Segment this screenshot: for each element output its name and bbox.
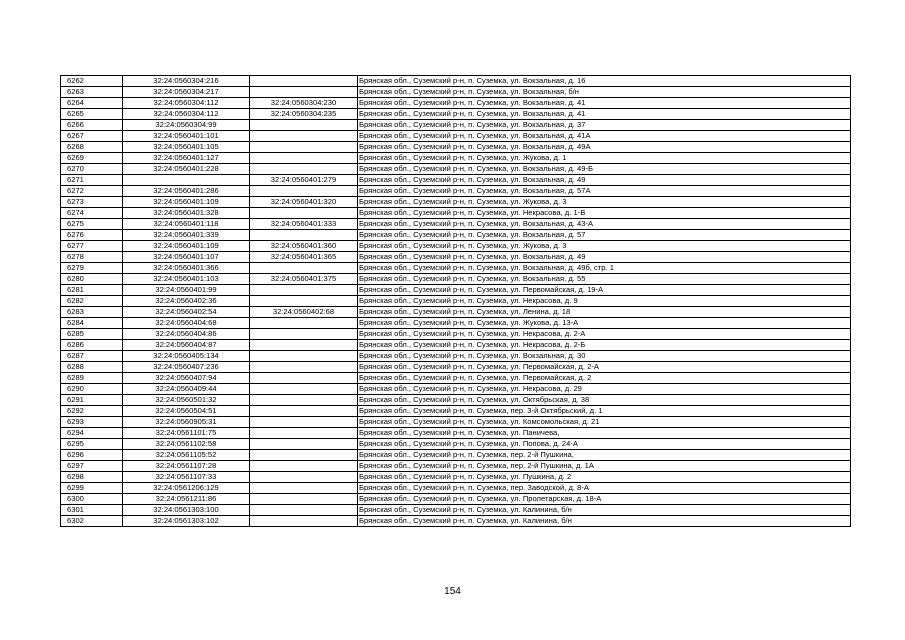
cadastral-number-cell: 32:24:0560401:118 [123,219,250,230]
row-number-cell: 6299 [61,483,123,494]
cadastral-number-cell: 32:24:0560404:86 [123,329,250,340]
table-row [61,351,851,362]
related-cadastral-number-cell [250,263,358,274]
row-number-cell: 6280 [61,274,123,285]
address-cell: Брянская обл., Суземский р-н, п. Суземка, ул. Вокзальная, д. 49 [358,175,851,186]
related-cadastral-number-cell [250,186,358,197]
table-row [61,340,851,351]
address-cell: Брянская обл., Суземский р-н, п. Суземка, ул. Вокзальная, д. 41 [358,98,851,109]
related-cadastral-number-cell [250,516,358,527]
cadastral-number-cell: 32:24:0560501:32 [123,395,250,406]
cadastral-number-cell: 32:24:0560304:99 [123,120,250,131]
row-number-cell: 6266 [61,120,123,131]
table-row [61,131,851,142]
row-number-cell: 6286 [61,340,123,351]
cadastral-number-cell: 32:24:0560304:217 [123,87,250,98]
related-cadastral-number-cell [250,417,358,428]
row-number-cell: 6302 [61,516,123,527]
related-cadastral-number-cell [250,142,358,153]
address-cell: Брянская обл., Суземский р-н, п. Суземка, ул. Вокзальная, д. 49б, стр. 1 [358,263,851,274]
cadastral-number-cell: 32:24:0560401:109 [123,241,250,252]
related-cadastral-number-cell [250,131,358,142]
row-number-cell: 6294 [61,428,123,439]
row-number-cell: 6268 [61,142,123,153]
row-number-cell: 6291 [61,395,123,406]
related-cadastral-number-cell [250,351,358,362]
table-row [61,186,851,197]
address-cell: Брянская обл., Суземский р-н, п. Суземка, ул. Вокзальная, д. 30 [358,351,851,362]
table-row [61,109,851,120]
row-number-cell: 6269 [61,153,123,164]
address-cell: Брянская обл., Суземский р-н, п. Суземка, ул. Вокзальная, б/н [358,87,851,98]
cadastral-number-cell: 32:24:0560405:134 [123,351,250,362]
row-number-cell: 6275 [61,219,123,230]
address-cell: Брянская обл., Суземский р-н, п. Суземка, ул. Жукова, д. 1 [358,153,851,164]
address-cell: Брянская обл., Суземский р-н, п. Суземка, ул. Пролетарская, д. 18-А [358,494,851,505]
table-row [61,461,851,472]
row-number-cell: 6281 [61,285,123,296]
related-cadastral-number-cell [250,494,358,505]
cadastral-number-cell: 32:24:0560407:94 [123,373,250,384]
address-cell: Брянская обл., Суземский р-н, п. Суземка, ул. Попова, д. 24-А [358,439,851,450]
related-cadastral-number-cell [250,164,358,175]
address-cell: Брянская обл., Суземский р-н, п. Суземка, ул. Вокзальная, д. 41 [358,109,851,120]
table-row [61,362,851,373]
row-number-cell: 6277 [61,241,123,252]
row-number-cell: 6265 [61,109,123,120]
row-number-cell: 6284 [61,318,123,329]
related-cadastral-number-cell [250,208,358,219]
row-number-cell: 6270 [61,164,123,175]
cadastral-number-cell: 32:24:0560401:105 [123,142,250,153]
related-cadastral-number-cell [250,285,358,296]
table-row [61,120,851,131]
cadastral-number-cell: 32:24:0560504:51 [123,406,250,417]
cadastral-number-cell: 32:24:0561303:102 [123,516,250,527]
cadastral-number-cell: 32:24:0560401:107 [123,252,250,263]
cadastral-number-cell: 32:24:0560404:68 [123,318,250,329]
row-number-cell: 6290 [61,384,123,395]
cadastral-number-cell: 32:24:0560905:31 [123,417,250,428]
related-cadastral-number-cell: 32:24:0560401:320 [250,197,358,208]
cadastral-number-cell: 32:24:0560409:44 [123,384,250,395]
related-cadastral-number-cell [250,76,358,87]
cadastral-number-cell: 32:24:0560304:216 [123,76,250,87]
address-cell: Брянская обл., Суземский р-н, п. Суземка, ул. Пушкина, д. 2 [358,472,851,483]
related-cadastral-number-cell: 32:24:0560401:333 [250,219,358,230]
table-row [61,197,851,208]
related-cadastral-number-cell [250,230,358,241]
table-row [61,252,851,263]
address-cell: Брянская обл., Суземский р-н, п. Суземка, ул. Некрасова, д. 29 [358,384,851,395]
table-row [61,384,851,395]
row-number-cell: 6289 [61,373,123,384]
related-cadastral-number-cell [250,373,358,384]
table-row [61,241,851,252]
table-row [61,472,851,483]
related-cadastral-number-cell [250,450,358,461]
address-cell: Брянская обл., Суземский р-н, п. Суземка, ул. Вокзальная, д. 43-А [358,219,851,230]
row-number-cell: 6274 [61,208,123,219]
row-number-cell: 6292 [61,406,123,417]
address-cell: Брянская обл., Суземский р-н, п. Суземка, ул. Вокзальная, д. 16 [358,76,851,87]
table-row [61,285,851,296]
table-row [61,296,851,307]
cadastral-number-cell: 32:24:0560401:103 [123,274,250,285]
related-cadastral-number-cell [250,384,358,395]
row-number-cell: 6287 [61,351,123,362]
cadastral-number-cell: 32:24:0560404:87 [123,340,250,351]
table-row [61,494,851,505]
address-cell: Брянская обл., Суземский р-н, п. Суземка, ул. Вокзальная, д. 49-Б [358,164,851,175]
row-number-cell: 6285 [61,329,123,340]
table-row [61,406,851,417]
address-cell: Брянская обл., Суземский р-н, п. Суземка, ул. Октябрьская, д. 38 [358,395,851,406]
related-cadastral-number-cell [250,428,358,439]
table-row [61,516,851,527]
address-cell: Брянская обл., Суземский р-н, п. Суземка, ул. Вокзальная, д. 49 [358,252,851,263]
cadastral-number-cell: 32:24:0561107:33 [123,472,250,483]
table-row [61,76,851,87]
table-row [61,417,851,428]
table-row [61,373,851,384]
table-body [61,76,851,527]
row-number-cell: 6273 [61,197,123,208]
address-cell: Брянская обл., Суземский р-н, п. Суземка, ул. Жукова, д. 3 [358,197,851,208]
related-cadastral-number-cell [250,153,358,164]
row-number-cell: 6301 [61,505,123,516]
related-cadastral-number-cell [250,362,358,373]
address-cell: Брянская обл., Суземский р-н, п. Суземка, пер. 2-й Пушкина, [358,450,851,461]
address-cell: Брянская обл., Суземский р-н, п. Суземка, ул. Жукова, д. 13-А [358,318,851,329]
cadastral-number-cell: 32:24:0560401:109 [123,197,250,208]
row-number-cell: 6297 [61,461,123,472]
table-row [61,483,851,494]
address-cell: Брянская обл., Суземский р-н, п. Суземка, ул. Вокзальная, д. 57 [358,230,851,241]
table-row [61,318,851,329]
address-cell: Брянская обл., Суземский р-н, п. Суземка, ул. Комсомольская, д. 21 [358,417,851,428]
cadastral-number-cell: 32:24:0560401:328 [123,208,250,219]
row-number-cell: 6278 [61,252,123,263]
address-cell: Брянская обл., Суземский р-н, п. Суземка, ул. Паничева, [358,428,851,439]
related-cadastral-number-cell [250,439,358,450]
related-cadastral-number-cell [250,395,358,406]
related-cadastral-number-cell [250,87,358,98]
row-number-cell: 6298 [61,472,123,483]
related-cadastral-number-cell [250,472,358,483]
related-cadastral-number-cell: 32:24:0560401:360 [250,241,358,252]
address-cell: Брянская обл., Суземский р-н, п. Суземка, ул. Некрасова, д. 2-Б [358,340,851,351]
row-number-cell: 6271 [61,175,123,186]
address-cell: Брянская обл., Суземский р-н, п. Суземка, ул. Первомайская, д. 2 [358,373,851,384]
table-row [61,208,851,219]
cadastral-number-cell: 32:24:0561211:86 [123,494,250,505]
related-cadastral-number-cell [250,461,358,472]
address-cell: Брянская обл., Суземский р-н, п. Суземка, ул. Ленина, д. 18 [358,307,851,318]
address-cell: Брянская обл., Суземский р-н, п. Суземка, пер. 3-й Октябрьский, д. 1 [358,406,851,417]
row-number-cell: 6293 [61,417,123,428]
table-row [61,428,851,439]
address-cell: Брянская обл., Суземский р-н, п. Суземка, ул. Первомайская, д. 19-А [358,285,851,296]
cadastral-number-cell: 32:24:0561206:129 [123,483,250,494]
table-row [61,164,851,175]
address-cell: Брянская обл., Суземский р-н, п. Суземка, ул. Вокзальная, д. 57А [358,186,851,197]
table-row [61,175,851,186]
page-number: 154 [444,586,461,597]
cadastral-number-cell: 32:24:0561107:28 [123,461,250,472]
related-cadastral-number-cell: 32:24:0560304:230 [250,98,358,109]
cadastral-number-cell: 32:24:0560401:101 [123,131,250,142]
table-row [61,450,851,461]
table-row [61,329,851,340]
related-cadastral-number-cell: 32:24:0560401:365 [250,252,358,263]
cadastral-number-cell: 32:24:0560407:236 [123,362,250,373]
cadastral-number-cell: 32:24:0560304:112 [123,98,250,109]
address-cell: Брянская обл., Суземский р-н, п. Суземка, пер. 2-й Пушкина, д. 1А [358,461,851,472]
cadastral-number-cell [123,175,250,186]
address-cell: Брянская обл., Суземский р-н, п. Суземка, ул. Калинина, б/н [358,516,851,527]
related-cadastral-number-cell [250,296,358,307]
address-cell: Брянская обл., Суземский р-н, п. Суземка, ул. Некрасова, д. 9 [358,296,851,307]
row-number-cell: 6282 [61,296,123,307]
cadastral-number-cell: 32:24:0561303:100 [123,505,250,516]
address-cell: Брянская обл., Суземский р-н, п. Суземка, ул. Вокзальная, д. 49А [358,142,851,153]
related-cadastral-number-cell: 32:24:0560402:68 [250,307,358,318]
table-row [61,219,851,230]
related-cadastral-number-cell: 32:24:0560304:235 [250,109,358,120]
related-cadastral-number-cell: 32:24:0560401:375 [250,274,358,285]
row-number-cell: 6262 [61,76,123,87]
table-row [61,230,851,241]
table-row [61,274,851,285]
row-number-cell: 6295 [61,439,123,450]
table-row [61,153,851,164]
cadastral-number-cell: 32:24:0561105:52 [123,450,250,461]
cadastral-number-cell: 32:24:0560402:54 [123,307,250,318]
address-cell: Брянская обл., Суземский р-н, п. Суземка, ул. Жукова, д. 3 [358,241,851,252]
cadastral-number-cell: 32:24:0560401:286 [123,186,250,197]
cadastral-number-cell: 32:24:0560401:366 [123,263,250,274]
address-cell: Брянская обл., Суземский р-н, п. Суземка, пер. Заводской, д. 8-А [358,483,851,494]
cadastral-number-cell: 32:24:0561102:58 [123,439,250,450]
address-cell: Брянская обл., Суземский р-н, п. Суземка, ул. Некрасова, д. 1-В [358,208,851,219]
row-number-cell: 6267 [61,131,123,142]
address-cell: Брянская обл., Суземский р-н, п. Суземка, ул. Вокзальная, д. 55 [358,274,851,285]
related-cadastral-number-cell [250,505,358,516]
address-cell: Брянская обл., Суземский р-н, п. Суземка, ул. Вокзальная, д. 37 [358,120,851,131]
cadastral-number-cell: 32:24:0560401:99 [123,285,250,296]
table-row [61,505,851,516]
related-cadastral-number-cell [250,318,358,329]
table-row [61,263,851,274]
related-cadastral-number-cell [250,120,358,131]
address-cell: Брянская обл., Суземский р-н, п. Суземка, ул. Первомайская, д. 2-А [358,362,851,373]
row-number-cell: 6288 [61,362,123,373]
table-row [61,87,851,98]
related-cadastral-number-cell [250,406,358,417]
row-number-cell: 6272 [61,186,123,197]
related-cadastral-number-cell [250,483,358,494]
row-number-cell: 6276 [61,230,123,241]
related-cadastral-number-cell [250,340,358,351]
row-number-cell: 6264 [61,98,123,109]
cadastral-number-cell: 32:24:0560402:36 [123,296,250,307]
related-cadastral-number-cell [250,329,358,340]
row-number-cell: 6279 [61,263,123,274]
table-row [61,142,851,153]
table-row [61,395,851,406]
property-table [60,75,851,527]
row-number-cell: 6263 [61,87,123,98]
cadastral-number-cell: 32:24:0560401:228 [123,164,250,175]
address-cell: Брянская обл., Суземский р-н, п. Суземка, ул. Вокзальная, д. 41А [358,131,851,142]
related-cadastral-number-cell: 32:24:0560401:279 [250,175,358,186]
cadastral-number-cell: 32:24:0561101:75 [123,428,250,439]
address-cell: Брянская обл., Суземский р-н, п. Суземка, ул. Некрасова, д. 2-А [358,329,851,340]
table-row [61,439,851,450]
row-number-cell: 6296 [61,450,123,461]
cadastral-number-cell: 32:24:0560401:127 [123,153,250,164]
table-row [61,307,851,318]
table-row [61,98,851,109]
row-number-cell: 6283 [61,307,123,318]
cadastral-number-cell: 32:24:0560401:339 [123,230,250,241]
cadastral-number-cell: 32:24:0560304:112 [123,109,250,120]
address-cell: Брянская обл., Суземский р-н, п. Суземка, ул. Калинина, б/н [358,505,851,516]
row-number-cell: 6300 [61,494,123,505]
